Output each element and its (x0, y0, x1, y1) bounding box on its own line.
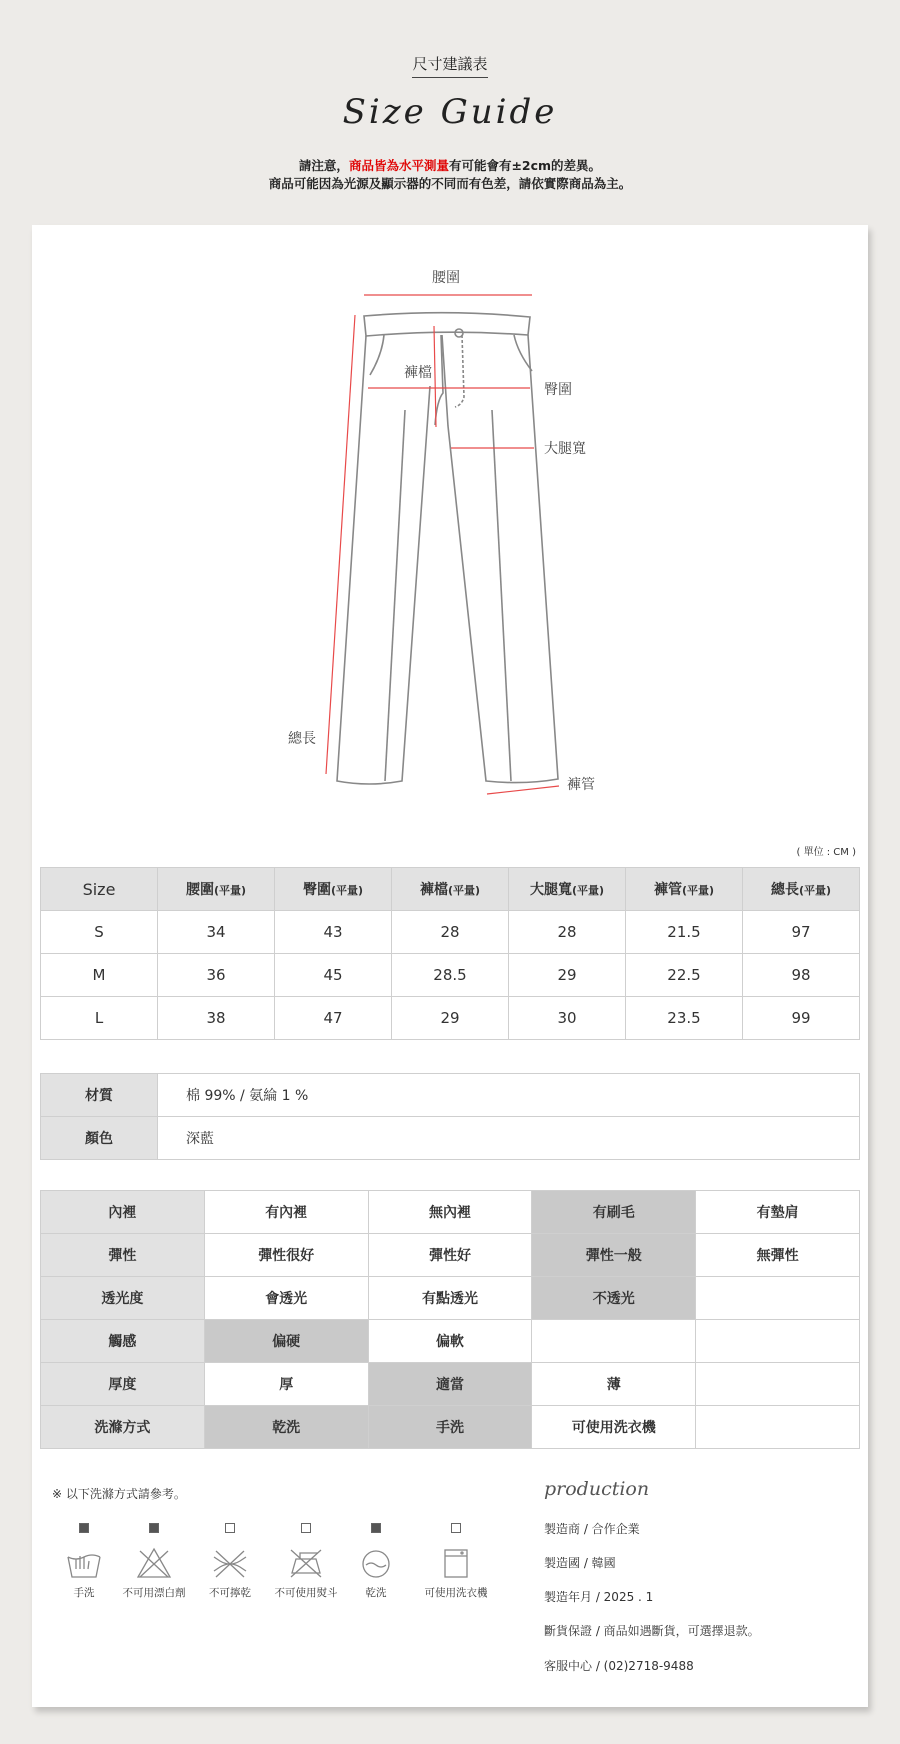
care-item-no-wring (190, 1523, 270, 1600)
length-header: 總長(平量) (743, 868, 860, 911)
production-country: 製造國 / 韓國 (544, 1556, 616, 1570)
diagram-label-rise: 褲檔 (404, 365, 432, 381)
notice-line-2: 商品可能因為光源及顯示器的不同而有色差，請依實際商品為主。 (268, 176, 632, 191)
feature-option: 薄 (532, 1363, 696, 1406)
feature-option: 乾洗 (204, 1406, 368, 1449)
table-cell: 29 (392, 997, 509, 1040)
feature-option: 偏軟 (368, 1320, 532, 1363)
feature-option: 有點透光 (368, 1277, 532, 1320)
table-cell: 28.5 (392, 954, 509, 997)
feature-row (41, 1277, 860, 1320)
care-item-no-iron (266, 1523, 346, 1600)
table-cell: 23.5 (626, 997, 743, 1040)
feature-option (532, 1320, 696, 1363)
color-value: 深藍 (158, 1117, 860, 1160)
table-row (41, 911, 860, 954)
feature-option: 無內裡 (368, 1191, 532, 1234)
feature-label: 觸感 (41, 1320, 205, 1363)
wash-note: ※ 以下洗滌方式請參考。 (52, 1487, 186, 1501)
table-cell: 45 (275, 954, 392, 997)
size-header: Size (41, 868, 158, 911)
table-cell: 29 (509, 954, 626, 997)
table-cell: 28 (392, 911, 509, 954)
feature-row (41, 1191, 860, 1234)
table-cell: 36 (158, 954, 275, 997)
size-guide-card (32, 225, 868, 1707)
notice-pre: 請注意， (298, 158, 349, 173)
material-table (40, 1073, 860, 1160)
care-checkbox (301, 1523, 311, 1533)
no-bleach-icon (136, 1547, 172, 1579)
hem-header: 褲管(平量) (626, 868, 743, 911)
care-checkbox (149, 1523, 159, 1533)
care-checkbox (225, 1523, 235, 1533)
table-cell: 30 (509, 997, 626, 1040)
material-label: 材質 (41, 1074, 158, 1117)
diagram-label-length: 總長 (288, 731, 316, 747)
production-guarantee: 斷貨保證 / 商品如遇斷貨，可選擇退款。 (544, 1624, 760, 1638)
page-title: Size Guide (342, 92, 558, 132)
care-item-no-bleach (114, 1523, 194, 1600)
table-row (41, 997, 860, 1040)
size-table-header (41, 868, 860, 911)
care-item-dry-clean (336, 1523, 416, 1600)
pants-diagram (32, 225, 868, 825)
table-cell: 22.5 (626, 954, 743, 997)
feature-option: 有內裡 (204, 1191, 368, 1234)
feature-option: 可使用洗衣機 (532, 1406, 696, 1449)
table-row (41, 954, 860, 997)
color-label: 顏色 (41, 1117, 158, 1160)
feature-option: 適當 (368, 1363, 532, 1406)
feature-label: 內裡 (41, 1191, 205, 1234)
pants-outline (337, 313, 558, 784)
size-table (40, 867, 860, 1040)
feature-option: 手洗 (368, 1406, 532, 1449)
care-checkbox (79, 1523, 89, 1533)
feature-option: 偏硬 (204, 1320, 368, 1363)
table-cell: S (41, 911, 158, 954)
care-checkbox (371, 1523, 381, 1533)
table-cell: 47 (275, 997, 392, 1040)
thigh-header: 大腿寬(平量) (509, 868, 626, 911)
care-checkbox (451, 1523, 461, 1533)
care-label: 乾洗 (365, 1587, 387, 1599)
no-iron-icon (288, 1547, 324, 1579)
feature-option: 有刷毛 (532, 1191, 696, 1234)
care-icons (44, 1523, 504, 1643)
feature-option: 厚 (204, 1363, 368, 1406)
material-row (41, 1074, 860, 1117)
table-cell: 43 (275, 911, 392, 954)
feature-option: 彈性好 (368, 1234, 532, 1277)
diagram-label-waist: 腰圍 (432, 270, 460, 286)
production-maker: 製造商 / 合作企業 (544, 1522, 640, 1536)
care-item-washing-machine (408, 1523, 504, 1600)
unit-label: ( 單位 : CM ) (796, 847, 856, 858)
feature-label: 彈性 (41, 1234, 205, 1277)
care-label: 不可使用熨斗 (274, 1587, 338, 1599)
production-title: production (544, 1478, 650, 1500)
feature-row (41, 1234, 860, 1277)
table-cell: 21.5 (626, 911, 743, 954)
feature-table (40, 1190, 860, 1449)
table-cell: 38 (158, 997, 275, 1040)
table-cell: 98 (743, 954, 860, 997)
hand-wash-icon (66, 1547, 102, 1579)
diagram-label-thigh: 大腿寬 (544, 441, 586, 457)
rise-header: 褲檔(平量) (392, 868, 509, 911)
notice-post: 有可能會有±2cm的差異。 (448, 158, 602, 173)
feature-label: 厚度 (41, 1363, 205, 1406)
color-row (41, 1117, 860, 1160)
feature-row (41, 1363, 860, 1406)
feature-option: 彈性很好 (204, 1234, 368, 1277)
waist-header: 腰圍(平量) (158, 868, 275, 911)
feature-option: 無彈性 (696, 1234, 860, 1277)
washing-machine-icon (438, 1547, 474, 1579)
feature-label: 洗滌方式 (41, 1406, 205, 1449)
table-cell: L (41, 997, 158, 1040)
feature-option (696, 1406, 860, 1449)
feature-option: 有墊肩 (696, 1191, 860, 1234)
feature-option (696, 1277, 860, 1320)
care-label: 不可用漂白劑 (122, 1587, 186, 1599)
table-cell: M (41, 954, 158, 997)
feature-option: 彈性一般 (532, 1234, 696, 1277)
notice-line-1 (0, 156, 900, 174)
material-value: 棉 99% / 氨綸 1 % (158, 1074, 860, 1117)
feature-label: 透光度 (41, 1277, 205, 1320)
diagram-label-hem: 褲管 (567, 777, 595, 793)
feature-row (41, 1406, 860, 1449)
feature-option (696, 1320, 860, 1363)
care-label: 不可擰乾 (209, 1587, 251, 1599)
feature-option: 不透光 (532, 1277, 696, 1320)
diagram-label-hip: 臀圍 (544, 382, 572, 398)
table-cell: 34 (158, 911, 275, 954)
production-service: 客服中心 / (02)2718-9488 (544, 1659, 694, 1673)
care-item-hand-wash (44, 1523, 124, 1600)
care-label: 手洗 (73, 1587, 95, 1599)
table-cell: 28 (509, 911, 626, 954)
hip-header: 臀圍(平量) (275, 868, 392, 911)
feature-option: 會透光 (204, 1277, 368, 1320)
notice-highlight: 商品皆為水平測量 (348, 158, 449, 173)
feature-row (41, 1320, 860, 1363)
feature-option (696, 1363, 860, 1406)
dry-clean-icon (358, 1547, 394, 1579)
production-date: 製造年月 / 2025 . 1 (544, 1590, 654, 1604)
no-wring-icon (212, 1547, 248, 1579)
care-label: 可使用洗衣機 (424, 1587, 488, 1599)
table-cell: 97 (743, 911, 860, 954)
size-chart-label: 尺寸建議表 (0, 53, 900, 74)
table-cell: 99 (743, 997, 860, 1040)
